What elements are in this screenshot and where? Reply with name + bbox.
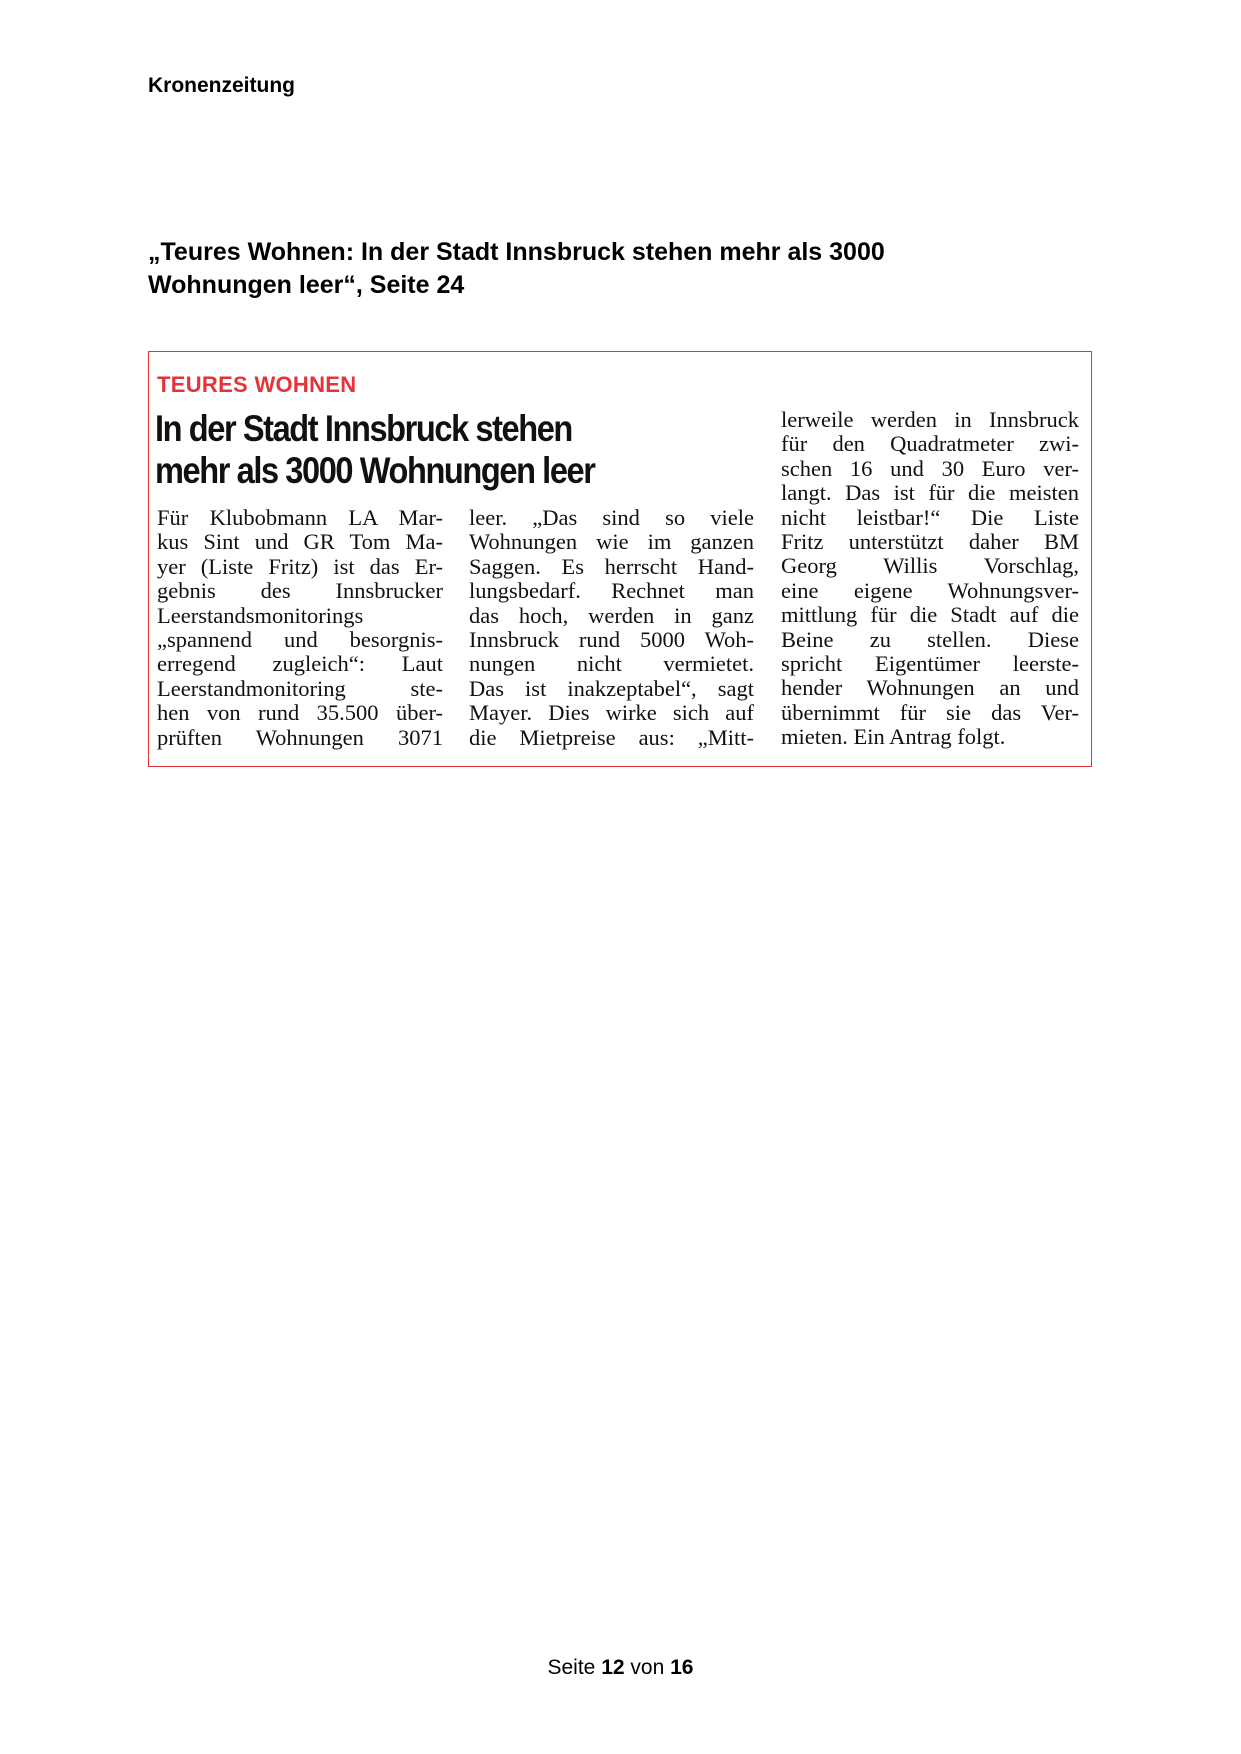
- text-line: gebnis des Innsbrucker: [157, 579, 443, 604]
- text-line: kus Sint und GR Tom Ma-: [157, 530, 443, 555]
- text-line: die Mietpreise aus: „Mitt-: [469, 725, 754, 750]
- footer-middle: von: [630, 1656, 665, 1679]
- text-line: schen 16 und 30 Euro ver-: [781, 456, 1079, 481]
- text-line: „spannend und besorgnis-: [157, 628, 443, 653]
- text-line: yer (Liste Fritz) ist das Er-: [157, 554, 443, 579]
- footer-prefix: Seite: [547, 1656, 596, 1679]
- text-line: mieten. Ein Antrag folgt.: [781, 725, 1006, 750]
- text-line: lerweile werden in Innsbruck: [781, 408, 1079, 432]
- text-line: nicht leistbar!“ Die Liste: [781, 505, 1079, 530]
- footer-page-total: 16: [670, 1656, 694, 1679]
- article-column-2: [469, 506, 754, 750]
- article-column-3: [781, 408, 1079, 750]
- footer-page-number: 12: [601, 1656, 625, 1679]
- text-line: Saggen. Es herrscht Hand-: [469, 554, 754, 579]
- text-line: Georg Willis Vorschlag,: [781, 554, 1079, 579]
- text-line: Leerstandmonitoring ste-: [157, 676, 443, 701]
- text-line: Fritz unterstützt daher BM: [781, 530, 1079, 555]
- text-line: Wohnungen wie im ganzen: [469, 530, 754, 555]
- text-line: übernimmt für sie das Ver-: [781, 700, 1079, 725]
- text-line: spricht Eigentümer leerste-: [781, 652, 1079, 677]
- text-line: langt. Das ist für die meisten: [781, 481, 1079, 506]
- text-line: erregend zugleich“: Laut: [157, 652, 443, 677]
- text-line: Leerstandsmonitorings: [157, 603, 364, 628]
- text-line: für den Quadratmeter zwi-: [781, 432, 1079, 457]
- text-line: mittlung für die Stadt auf die: [781, 603, 1079, 628]
- clipping-headline: [155, 408, 683, 492]
- headline-line-1: In der Stadt Innsbruck stehen: [155, 408, 572, 449]
- text-line: Für Klubobmann LA Mar-: [157, 506, 443, 530]
- document-title: „Teures Wohnen: In der Stadt Innsbruck stehen mehr als 3000 Wohnungen leer“, Seite 24: [148, 238, 885, 299]
- text-line: das hoch, werden in ganz: [469, 603, 754, 628]
- text-line: lungsbedarf. Rechnet man: [469, 579, 754, 604]
- clipping-kicker: TEURES WOHNEN: [157, 372, 357, 397]
- newspaper-clipping: [148, 351, 1092, 767]
- text-line: Innsbruck rund 5000 Woh-: [469, 628, 754, 653]
- page-footer: [0, 1656, 1241, 1680]
- text-line: Das ist inakzeptabel“, sagt: [469, 676, 754, 701]
- text-line: hender Wohnungen an und: [781, 676, 1079, 701]
- article-column-1: [157, 506, 443, 750]
- headline-line-2: mehr als 3000 Wohnungen leer: [155, 450, 595, 491]
- text-line: hen von rund 35.500 über-: [157, 701, 443, 726]
- text-line: leer. „Das sind so viele: [469, 506, 754, 530]
- source-publication: Kronenzeitung: [148, 74, 295, 97]
- text-line: Beine zu stellen. Diese: [781, 627, 1079, 652]
- text-line: eine eigene Wohnungsver-: [781, 578, 1079, 603]
- text-line: Mayer. Dies wirke sich auf: [469, 701, 754, 726]
- text-line: nungen nicht vermietet.: [469, 652, 754, 677]
- text-line: prüften Wohnungen 3071: [157, 725, 443, 750]
